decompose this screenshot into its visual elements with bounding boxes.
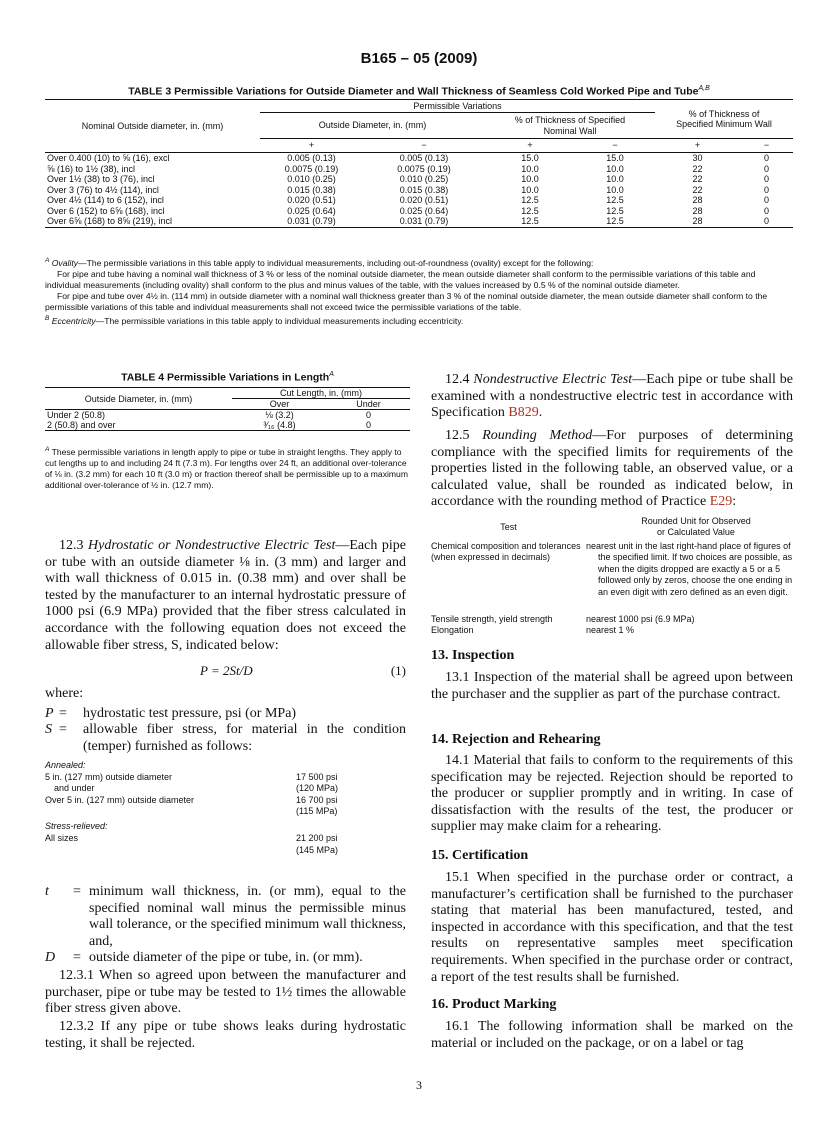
t3-cell-size: Over 0.400 (10) to ⅝ (16), excl (47, 153, 170, 163)
rounding-table: Test Rounded Unit for Observed or Calculated Value Chemical composition and tolerances (when expressed in decimals) nearest unit in the last right-hand place of figures of the specified limit. If two choices are possible, as when the digits dropped are exactly a 5 or a 5 followed only by zeros, choose the one ending in an even digit with zero defined as an even digit. Tensile strength, yield strength nearest 1000 psi (6.9 MPa) Elongation nearest 1 % (431, 516, 793, 635)
t3-cell-od-plus: 0.031 (0.79) (260, 216, 363, 227)
t3-cell-od-minus: 0.025 (0.64) (399, 205, 449, 216)
t3-cell-nom-minus: 10.0 (606, 184, 624, 195)
t3-cell-size: ⅝ (16) to 1½ (38), incl (47, 163, 136, 174)
t3-cell-nom-minus: 10.0 (606, 163, 624, 174)
t4-cell-over: ⅛ (3.2) (265, 410, 294, 420)
t3-cell-size: Over 6⅝ (168) to 8⅝ (219), incl (45, 216, 260, 227)
def-d: D = outside diameter of the pipe or tube, in. (or mm). (45, 950, 363, 965)
t4-col-under: Under (327, 399, 410, 410)
t3-cell-nom-minus: 10.0 (606, 174, 624, 184)
t3-cell-min-plus: 30 (692, 153, 703, 163)
section-16-title: 16. Product Marking (431, 997, 557, 1012)
t3-cell-nom-plus: 15.0 (521, 153, 539, 163)
t3-cell-od-plus: 0.015 (0.38) (287, 184, 336, 195)
t3-min-plus: + (655, 139, 740, 153)
t3-cell-od-minus: 0.020 (0.51) (399, 195, 449, 205)
para-12-5: 12.5 Rounding Method—For purposes of determining compliance with the specified limits for requirements of the properties listed in the following table, an observed value, or a calculated value, shall be rounded as indicated below, in accordance with the rounding method of Practice E29: (431, 428, 793, 510)
t4-col-cut: Cut Length, in. (mm) (232, 388, 410, 399)
t3-cell-min-plus: 28 (692, 195, 703, 205)
t3-cell-od-minus: 0.0075 (0.19) (397, 163, 451, 174)
t3-cell-size: Over 6 (152) to 6⅝ (168), incl (47, 205, 165, 216)
para-12-3-1: 12.3.1 When so agreed upon between the manufacturer and purchaser, pipe or tube may be tested to 1½ times the allowable fiber stress given above. (45, 968, 406, 1017)
t3-col-pct-min: % of Thickness of Specified Minimum Wall (655, 100, 793, 139)
t3-od-plus: + (260, 139, 363, 153)
t3-col-od: Outside Diameter, in. (mm) (260, 113, 485, 139)
t3-cell-od-minus: 0.005 (0.13) (399, 153, 449, 163)
table3 (45, 99, 793, 228)
table3-title: TABLE 3 Permissible Variations for Outside Diameter and Wall Thickness of Seamless Cold Worked Pipe and Tube$^{A,B}$ (128, 85, 710, 98)
t3-note-a-p3: For pipe and tube over 4½ in. (114 mm) in outside diameter with a nominal wall thickness greater than 3 % of the nominal outside diameter, the mean outside diameter shall conform to the permissible variations of this table and individual measurements shall not exceed twice the permissible variations of the table. (45, 290, 768, 312)
para-16-1: 16.1 The following information shall be marked on the material or included on the package, or on a label or tag (431, 1019, 793, 1051)
t3-cell-od-minus: 0.031 (0.79) (363, 216, 485, 227)
t3-cell-min-minus: 0 (763, 153, 769, 163)
t3-cell-od-plus: 0.025 (0.64) (287, 205, 336, 216)
t3-cell-nom-plus: 10.0 (521, 163, 539, 174)
document-designation: B165 – 05 (2009) (360, 50, 478, 67)
t3-cell-od-plus: 0.020 (0.51) (287, 195, 336, 205)
table4-title: TABLE 4 Permissible Variations in Length$^A$ (121, 371, 334, 384)
t4-cell-od: 2 (50.8) and over (45, 420, 232, 431)
table-row (45, 195, 793, 206)
t3-cell-size: Over 4½ (114) to 6 (152), incl (47, 195, 164, 205)
para-12-3: 12.3 Hydrostatic or Nondestructive Electric Test—Each pipe or tube with an outside diameter ⅛ in. (3 mm) and larger and with wall thickness of 0.015 in. (0.38 mm) and over shall be tested by the manufacturer to an internal hydrostatic pressure of 1000 psi (6.9 MPa) provided that the fiber stress calculated in accordance with the following equation does not exceed the allowable fiber stress, S, indicated below: (45, 538, 406, 653)
where-label: where: (45, 686, 84, 701)
ref-b829[interactable]: B829 (508, 405, 539, 421)
t3-cell-min-minus: 0 (763, 184, 769, 195)
table4-note: $^A$ These permissible variations in length apply to pipe or tube in straight lengths. They apply to cut lengths up to and including 24 ft (7.3 m). For lengths over 24 ft, an additional over-tolerance of ⅛ in. (3.2 mm) for each 10 ft (3.0 m) or fraction thereof shall be permissible up to a maximum additional over-tolerance of ½ in. (12.7 mm). (45, 446, 408, 490)
t3-min-minus: − (740, 139, 793, 153)
t3-cell-min-plus: 28 (692, 205, 703, 216)
t4-col-over: Over (232, 399, 327, 410)
t3-nom-minus: − (575, 139, 655, 153)
table-row (45, 185, 793, 196)
t3-col-pct-nominal: % of Thickness of Specified Nominal Wall (485, 113, 655, 139)
table-row (45, 206, 793, 217)
t3-cell-min-minus: 0 (763, 195, 769, 205)
table-row (45, 153, 793, 164)
t3-cell-size: Over 1½ (38) to 3 (76), incl (47, 174, 155, 184)
t3-cell-min-plus: 22 (692, 184, 703, 195)
t4-cell-under: 0 (327, 420, 410, 431)
t3-cell-nom-plus: 10.0 (521, 184, 539, 195)
t3-cell-nom-minus: 15.0 (606, 153, 624, 163)
para-12-4: 12.4 Nondestructive Electric Test—Each pipe or tube shall be examined with a nondestructive electric test in accordance with Specification B829. (431, 372, 793, 421)
table-row (45, 174, 793, 185)
t3-note-a-p2: For pipe and tube having a nominal wall thickness of 3 % or less of the nominal outside diameter, the mean outside diameter shall conform to the permissible variations of this table and individual measurements (including ovality) shall conform to the plus and minus values of the table, with the values increased by 0.5 % of the nominal outside diameter. (45, 268, 756, 290)
def-t: t = minimum wall thickness, in. (or mm), equal to the specified nominal wall minus the permissible minus wall tolerance, or the specified minimum wall thickness, and, (45, 884, 406, 949)
t3-od-minus: − (363, 139, 485, 153)
t3-nom-plus: + (485, 139, 575, 153)
t3-cell-nom-minus: 12.5 (606, 195, 624, 205)
def-p: P = hydrostatic test pressure, psi (or MPa) (45, 706, 297, 721)
t3-cell-nom-plus: 10.0 (521, 174, 539, 184)
t4-cell-over: ³⁄₁₆ (4.8) (232, 420, 327, 431)
t3-cell-nom-minus: 12.5 (606, 205, 624, 216)
t3-cell-od-plus: 0.010 (0.25) (287, 174, 336, 184)
table3-notes: $^A$ Ovality—The permissible variations in this table apply to individual measurements, including out-of-roundness (ovality) except for the following: For pipe and tube having a nominal wall thickness of 3 % or less of the nominal outside diameter, the mean outside diameter shall conform to the permissible variations of this table and individual measurements (including ovality) shall conform to the plus and minus values of the table, with the values increased by 0.5 % of the nominal outside diameter. For pipe and tube over 4½ in. (114 mm) in outside diameter with a nominal wall thickness greater than 3 % of the nominal outside diameter, the mean outside diameter shall conform to the permissible variations of this table and individual measurements shall not exceed twice the permissible variations of the table. $^B$ Eccentricity—The permissible variations in this table apply to individual measurements including eccentricity. (45, 255, 793, 327)
t3-cell-od-plus: 0.005 (0.13) (287, 153, 336, 163)
t3-cell-od-plus: 0.0075 (0.19) (284, 163, 339, 174)
t4-cell-under: 0 (365, 410, 371, 420)
t3-cell-nom-plus: 12.5 (521, 195, 539, 205)
t3-col-nominal: Nominal Outside diameter, in. (mm) (45, 100, 260, 153)
section-13-title: 13. Inspection (431, 648, 515, 663)
table-row (45, 420, 410, 431)
t3-cell-min-plus: 22 (692, 163, 703, 174)
para-12-3-2: 12.3.2 If any pipe or tube shows leaks during hydrostatic testing, it shall be rejected. (45, 1019, 406, 1051)
table-row (45, 216, 793, 227)
section-14-title: 14. Rejection and Rehearing (431, 732, 601, 747)
allowable-stress-table: Annealed: 5 in. (127 mm) outside diameter and under 17 500 psi (120 MPa) Over 5 in. (127 mm) outside diameter 16 700 psi (115 MPa) Stress-relieved: All sizes 21 200 psi (145 MPa) (45, 760, 339, 855)
table-row (45, 410, 410, 421)
t3-cell-min-plus: 28 (655, 216, 740, 227)
t3-cell-nom-plus: 12.5 (521, 205, 539, 216)
t4-cell-od: Under 2 (50.8) (47, 410, 106, 420)
para-13-1: 13.1 Inspection of the material shall be agreed upon between the purchaser and the supplier as part of the purchase contract. (431, 670, 793, 702)
t3-cell-od-minus: 0.010 (0.25) (399, 174, 449, 184)
t3-cell-min-minus: 0 (763, 163, 769, 174)
t3-cell-nom-plus: 12.5 (485, 216, 575, 227)
para-14-1: 14.1 Material that fails to conform to the requirements of this specification may be rejected. Rejection should be reported to the producer or supplier promptly and in writing. In case of dissatisfaction with the results of the test, the producer or supplier may make claim for a rehearing. (431, 753, 793, 835)
section-15-title: 15. Certification (431, 848, 529, 863)
t4-col-od: Outside Diameter, in. (mm) (45, 388, 232, 410)
t3-group-header: Permissible Variations (260, 100, 655, 113)
t3-cell-od-minus: 0.015 (0.38) (399, 184, 449, 195)
t3-cell-min-minus: 0 (740, 216, 793, 227)
t3-cell-min-minus: 0 (763, 205, 769, 216)
t3-cell-min-minus: 0 (763, 174, 769, 184)
table4 (45, 387, 410, 431)
t3-cell-nom-minus: 12.5 (575, 216, 655, 227)
ref-e29[interactable]: E29 (709, 494, 733, 510)
table-row (45, 164, 793, 175)
page-number: 3 (416, 1078, 422, 1092)
t3-cell-size: Over 3 (76) to 4½ (114), incl (47, 184, 159, 195)
para-15-1: 15.1 When specified in the purchase order or contract, a manufacturer’s certification shall be furnished to the purchaser stating that material has been manufactured, tested, and inspected in accordance with this specification, and that the test results on representative samples meet specification requirements. When specified in the purchase order or contract, a report of the test results shall be furnished. (431, 870, 793, 985)
def-s: S = allowable fiber stress, for material in the condition (temper) furnished as follows: (45, 722, 406, 754)
t3-cell-min-plus: 22 (692, 174, 703, 184)
